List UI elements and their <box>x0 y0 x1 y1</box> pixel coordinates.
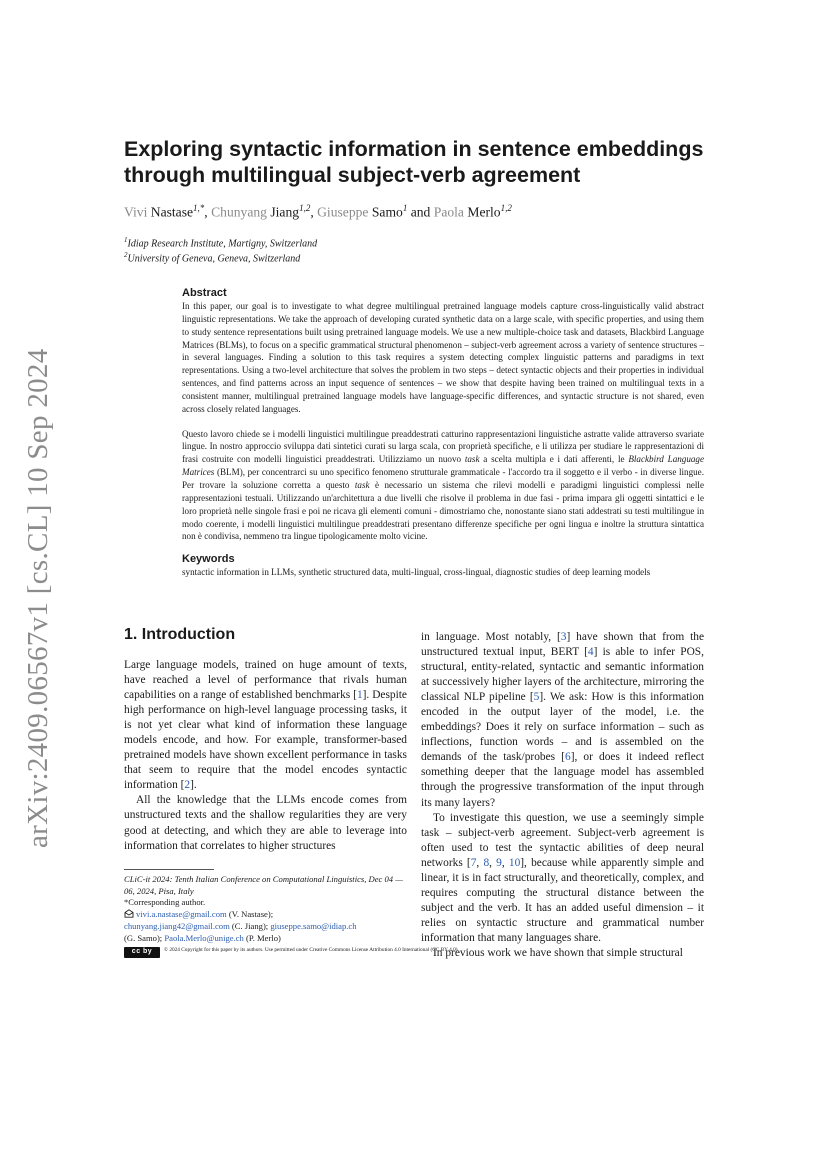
author-affiliation-marker: 1 <box>402 203 408 213</box>
abstract-italian-part: è necessario un sistema che rilevi modelli e paradigmi linguistici complessi nelle rappresentazioni testuali. Utilizzando un'architettura a due livelli che risolve il problema in due fasi - prima impara gli oggetti sintattici e le loro proprietà nelle singole frasi e poi ne ricava gli elementi comuni - dimostriamo che, nonostante siano stati addestrati su testi multilingue in modo coerente, i modelli linguistici multilingue preaddestrati presentano differenze specifiche per ogni lingua e inoltre la struttura sintattica non è condivisa, nemmeno tra lingue tipologicamente molto vicine. <box>182 479 704 542</box>
affiliation-1-marker: 1 <box>124 236 128 244</box>
intro-paragraph-4 <box>421 811 704 946</box>
introduction-heading: 1. Introduction <box>124 626 236 643</box>
intro-paragraph-1 <box>124 658 407 793</box>
author-given-name: Chunyang <box>211 204 271 220</box>
author-affiliation-marker: 1,2 <box>500 203 512 213</box>
conference-note: CLiC-it 2024: Tenth Italian Conference on Computational Linguistics, Dec 04 — 06, 2024, Pisa, Italy <box>124 874 403 896</box>
left-column <box>124 658 407 854</box>
abstract-italian-emph: task <box>464 454 480 465</box>
footnotes <box>124 874 459 958</box>
body-text: ]. Despite high performance on high-level language processing tasks, it is not yet clear what kind of information these language models encode, and how. For example, transformer-based pretrained models have shown excellent performance in tasks that seem to require that the model encodes syntactic information [ <box>124 689 407 792</box>
body-text: , <box>476 856 484 869</box>
author-list <box>124 203 724 221</box>
affiliation-2-text: University of Geneva, Geneva, Switzerland <box>127 253 301 265</box>
author-given-name: Paola <box>433 204 468 220</box>
body-text: ] is able to infer POS, structural, entity-related, syntactic and semantic information at successively higher layers of the architecture, mirroring the classical NLP pipeline [ <box>421 646 704 704</box>
author-family-name: Samo <box>371 204 403 220</box>
author-affiliation-marker: 1,* <box>193 203 205 213</box>
body-text: , <box>501 856 509 869</box>
citation-link[interactable]: 6 <box>564 751 571 764</box>
citation-link[interactable]: 1 <box>356 689 363 702</box>
body-text: ] have shown that from the unstructured textual input, BERT [ <box>421 631 704 659</box>
corresponding-author-note: *Corresponding author. <box>124 897 206 908</box>
citation-link[interactable]: 4 <box>587 646 594 659</box>
citation-link[interactable]: 8 <box>483 856 490 869</box>
creative-commons-badge: cc by <box>124 947 160 958</box>
abstract-heading: Abstract <box>182 287 227 299</box>
keywords-heading: Keywords <box>182 553 235 566</box>
body-text: in language. Most notably, [ <box>421 631 561 643</box>
author-family-name: Nastase <box>150 204 194 220</box>
author-given-name: Giuseppe <box>317 204 372 220</box>
license-row <box>124 946 459 958</box>
body-text: ], because while apparently simple and linear, it is in fact structurally, and theoretically, complex, and requires computing the structural distance between the subject and the verb. It has an added useful dimension – it relies on syntactic structure and grammatical number information that many languages share. <box>421 856 704 944</box>
citation-link[interactable]: 2 <box>184 779 191 792</box>
abstract-italian-emph: Blackbird Language Matrices <box>182 454 705 478</box>
affiliation-2-marker: 2 <box>124 251 128 259</box>
author-family-name: Merlo <box>467 204 501 220</box>
body-text: To investigate this question, we use a seemingly simple task – subject-verb agreement. Subject-verb agreement is often used to test the syntactic abilities of deep neural networks [ <box>421 811 704 869</box>
abstract-italian-emph: task <box>354 479 370 490</box>
keywords-section <box>182 553 704 579</box>
intro-paragraph-2: All the knowledge that the LLMs encode comes from unstructured texts and the shallow regularities they are very good at detecting, and which they are able to leverage into information that correlates to higher structures <box>124 794 407 852</box>
abstract-english: In this paper, our goal is to investigate to what degree multilingual pretrained language models capture cross-linguistically valid abstract linguistic representations. We take the approach of developing curated synthetic data on a large scale, with specific properties, and using them to study sentence representations built using pretrained language models. We use a new multiple-choice task and datasets, Blackbird Language Matrices (BLMs), to focus on a specific grammatical structural phenomenon – subject-verb agreement across a variety of sentence structures – in several languages. Finding a solution to this task requires a system detecting complex linguistic patterns and paradigms in text representations. Using a two-level architecture that solves the problem in two steps – detect syntactic objects and their properties in individual sentences, and find patterns across an input sequence of sentences – we show that despite having been trained on multilingual texts in a consistent manner, multilingual pretrained language models have language-specific differences, and syntactic structure is not shared, even across closely related languages. <box>182 301 704 414</box>
email-link[interactable]: Paola.Merlo@unige.ch <box>164 932 244 943</box>
author-separator: , <box>310 204 318 220</box>
author-separator: , <box>204 204 212 220</box>
arxiv-identifier-stamp: arXiv:2409.06567v1 [cs.CL] 10 Sep 2024 <box>22 348 54 848</box>
author-family-name: Jiang <box>270 204 300 220</box>
abstract-italian-part: Questo lavoro chiede se i modelli linguistici multilingue preaddestrati catturino rappresentazioni linguistiche astratte valide attraverso svariate lingue. In nostro approccio sviluppa dati sintetici curati su larga scala, con proprietà specifiche, e li utilizza per studiare le rappresentazioni di frasi costruite con modelli linguistici preaddestrati. Utilizziamo un nuovo <box>182 428 704 465</box>
email-link[interactable]: giuseppe.samo@idiap.ch <box>270 921 357 932</box>
intro-paragraph-3 <box>421 630 704 811</box>
email-link[interactable]: chunyang.jiang42@gmail.com <box>124 921 230 932</box>
affiliation-1-text: Idiap Research Institute, Martigny, Switzerland <box>127 238 318 250</box>
author-separator: and <box>407 204 434 220</box>
paper-title: Exploring syntactic information in sentence embeddings through multilingual subject-verb agreement <box>124 137 704 187</box>
right-column <box>421 630 704 961</box>
body-text: ]. We ask: How is this information encoded in the output layer of the model, i.e. the embeddings? Does it rely on surface information – such as inflections, function words – and is assembled on the demands of the task/probes [ <box>421 691 704 764</box>
email-owner: (P. Merlo) <box>243 932 281 943</box>
citation-link[interactable]: 3 <box>560 631 567 643</box>
abstract-italian-part: (BLM), per concentrarci su uno specifico fenomeno strutturale grammaticale - l'accordo tra il soggetto e il verbo - in diverse lingue. Per trovare la soluzione corretta a questo <box>182 467 704 490</box>
abstract-italian-part: a scelta multipla e i dati afferenti, le <box>479 454 629 465</box>
email-line-2 <box>124 921 409 933</box>
email-line-3 <box>124 933 409 945</box>
affiliation-2 <box>124 251 624 264</box>
abstract-section <box>182 287 704 579</box>
email-owner: (C. Jiang); <box>229 921 271 932</box>
affiliation-1 <box>124 236 624 249</box>
email-owner: (V. Nastase); <box>226 908 274 919</box>
keywords-text: syntactic information in LLMs, synthetic structured data, multi-lingual, cross-lingual, diagnostic studies of deep learning models <box>182 567 651 578</box>
citation-link[interactable]: 10 <box>508 856 521 869</box>
license-text: © 2024 Copyright for this paper by its authors. Use permitted under Creative Commons License Attribution 4.0 International (CC BY 4.0). <box>164 946 459 953</box>
body-text: , <box>489 856 497 869</box>
footnote-divider <box>124 869 214 870</box>
envelope-icon <box>124 909 134 922</box>
citation-link[interactable]: 5 <box>533 691 540 704</box>
author-affiliation-marker: 1,2 <box>299 203 311 213</box>
abstract-italian <box>182 428 704 544</box>
email-owner: (G. Samo); <box>124 932 165 943</box>
citation-link[interactable]: 7 <box>470 856 477 869</box>
email-line-1 <box>124 909 409 922</box>
body-text: ], or does it indeed reflect something deeper that the language model has assembled through the progressive transformation of the input through its many layers? <box>421 751 704 809</box>
body-text: Large language models, trained on huge amount of texts, have reached a level of performance that rivals human capabilities on a range of established benchmarks [ <box>124 659 407 702</box>
email-link[interactable]: vivi.a.nastase@gmail.com <box>136 908 227 919</box>
author-given-name: Vivi <box>124 204 151 220</box>
body-text: ]. <box>190 779 197 792</box>
intro-paragraph-5: In previous work we have shown that simple structural <box>433 946 683 959</box>
citation-link[interactable]: 9 <box>496 856 502 869</box>
